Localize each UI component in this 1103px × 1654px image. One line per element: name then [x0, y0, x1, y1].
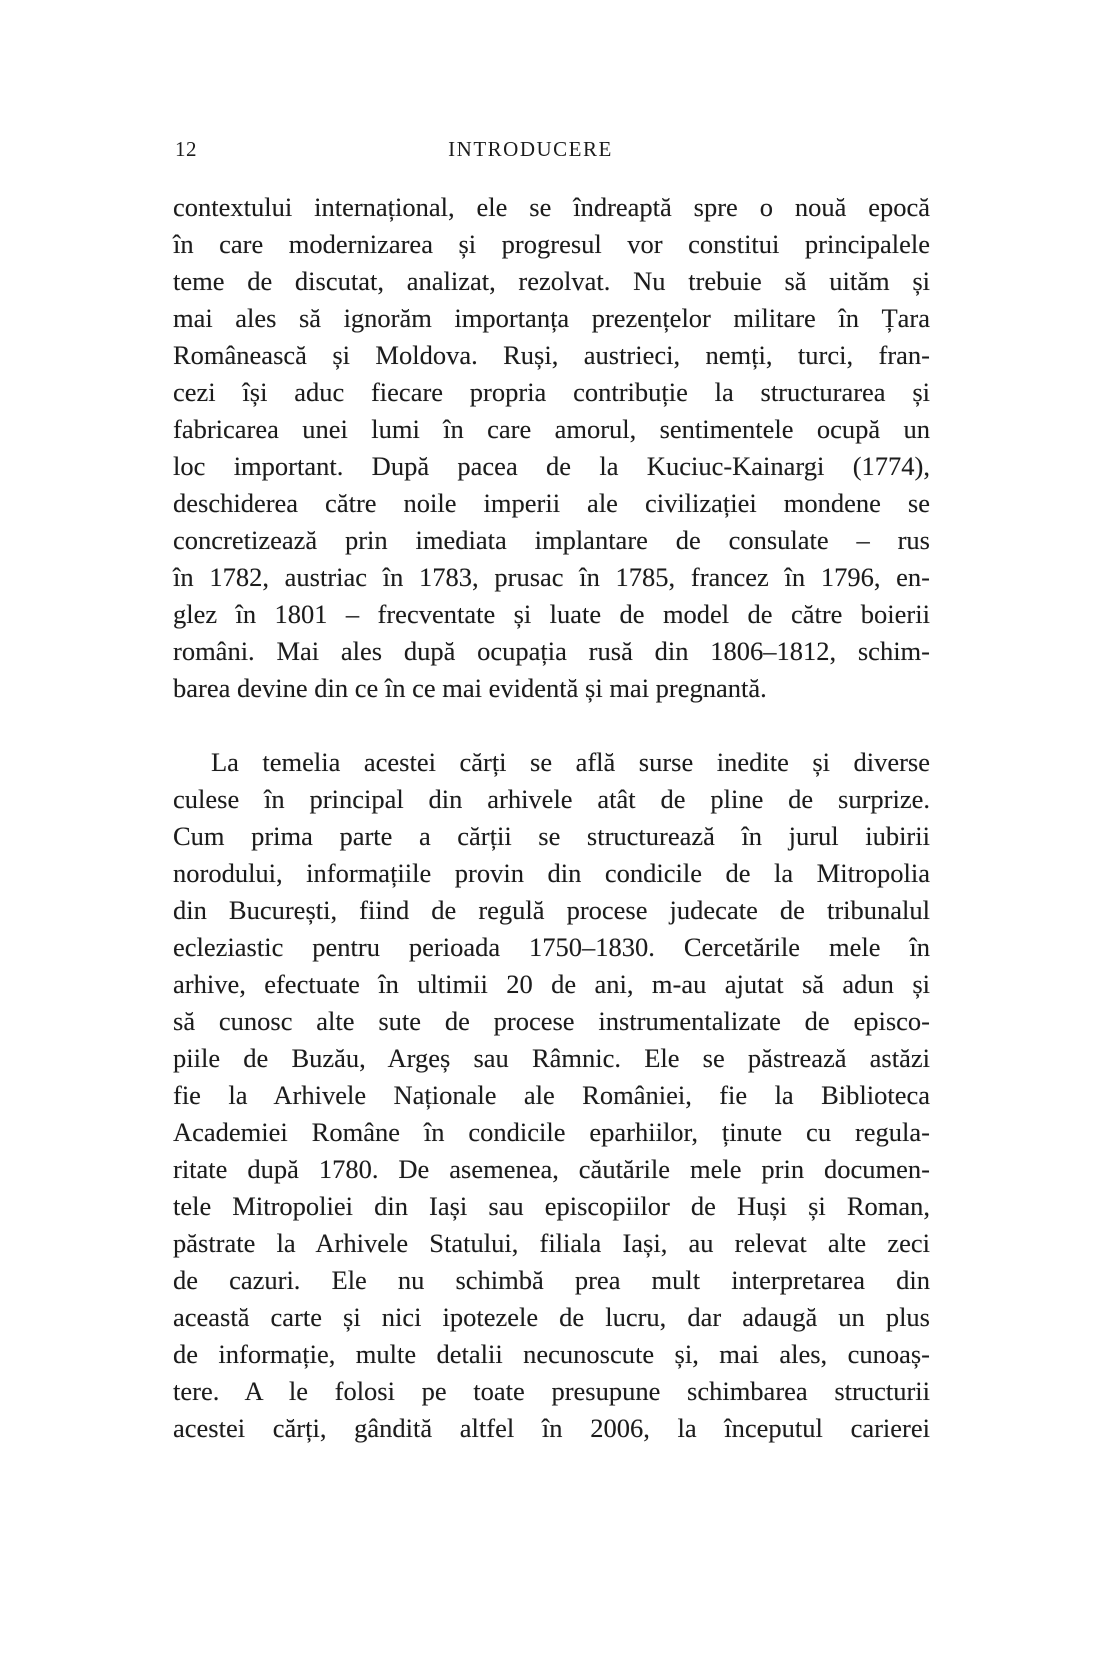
text-line: culese în principal din arhivele atât de pline de surprize.	[173, 784, 930, 814]
text-line: acestei cărți, gândită altfel în 2006, la începutul carierei	[173, 1413, 930, 1443]
text-line: glez în 1801 – frecventate și luate de model de către boierii	[173, 599, 930, 629]
text-line: Academiei Române în condicile eparhiilor, ținute cu regula-	[173, 1117, 930, 1147]
text-line: cezi își aduc fiecare propria contribuție la structurarea și	[173, 377, 930, 407]
text-line: de informație, multe detalii necunoscute și, mai ales, cunoaș-	[173, 1339, 930, 1369]
text-line: teme de discutat, analizat, rezolvat. Nu trebuie să uităm și	[173, 266, 930, 296]
text-line: tele Mitropoliei din Iași sau episcopiilor de Huși și Roman,	[173, 1191, 930, 1221]
text-line: fabricarea unei lumi în care amorul, sentimentele ocupă un	[173, 414, 930, 444]
text-line: mai ales să ignorăm importanța prezențelor militare în Țara	[173, 303, 930, 333]
text-line: fie la Arhivele Naționale ale României, fie la Biblioteca	[173, 1080, 930, 1110]
text-line: ecleziastic pentru perioada 1750–1830. Cercetările mele în	[173, 932, 930, 962]
text-line: Cum prima parte a cărții se structurează în jurul iubirii	[173, 821, 930, 851]
text-line: deschiderea către noile imperii ale civilizației mondene se	[173, 488, 930, 518]
text-line: această carte și nici ipotezele de lucru, dar adaugă un plus	[173, 1302, 930, 1332]
chapter-title: INTRODUCERE	[448, 137, 613, 161]
text-line: ritate după 1780. De asemenea, căutările mele prin documen-	[173, 1154, 930, 1184]
text-line: tere. A le folosi pe toate presupune schimbarea structurii	[173, 1376, 930, 1406]
text-line: Românească și Moldova. Ruși, austrieci, nemți, turci, fran-	[173, 340, 930, 370]
text-line: arhive, efectuate în ultimii 20 de ani, m-au ajutat să adun și	[173, 969, 930, 999]
text-line: în care modernizarea și progresul vor constitui principalele	[173, 229, 930, 259]
paragraph-2	[173, 744, 930, 1447]
text-line: barea devine din ce în ce mai evidentă și mai pregnantă.	[173, 673, 767, 703]
text-line: piile de Buzău, Argeș sau Râmnic. Ele se păstrează astăzi	[173, 1043, 930, 1073]
text-line: în 1782, austriac în 1783, prusac în 1785, francez în 1796, en-	[173, 562, 930, 592]
page-number: 12	[175, 137, 197, 161]
text-line: concretizează prin imediata implantare de consulate – rus	[173, 525, 930, 555]
paragraph-1	[173, 189, 930, 707]
text-line: norodului, informațiile provin din condicile de la Mitropolia	[173, 858, 930, 888]
text-line: români. Mai ales după ocupația rusă din 1806–1812, schim-	[173, 636, 930, 666]
text-line: La temelia acestei cărți se află surse inedite și diverse	[211, 747, 930, 777]
text-line: păstrate la Arhivele Statului, filiala Iași, au relevat alte zeci	[173, 1228, 930, 1258]
body-text	[173, 189, 930, 1447]
text-line: contextului internațional, ele se îndreaptă spre o nouă epocă	[173, 192, 930, 222]
text-line: din București, fiind de regulă procese judecate de tribunalul	[173, 895, 930, 925]
text-line: de cazuri. Ele nu schimbă prea mult interpretarea din	[173, 1265, 930, 1295]
running-head	[173, 134, 930, 164]
text-line: loc important. După pacea de la Kuciuc-Kainargi (1774),	[173, 451, 930, 481]
text-line: să cunosc alte sute de procese instrumentalizate de episco-	[173, 1006, 930, 1036]
